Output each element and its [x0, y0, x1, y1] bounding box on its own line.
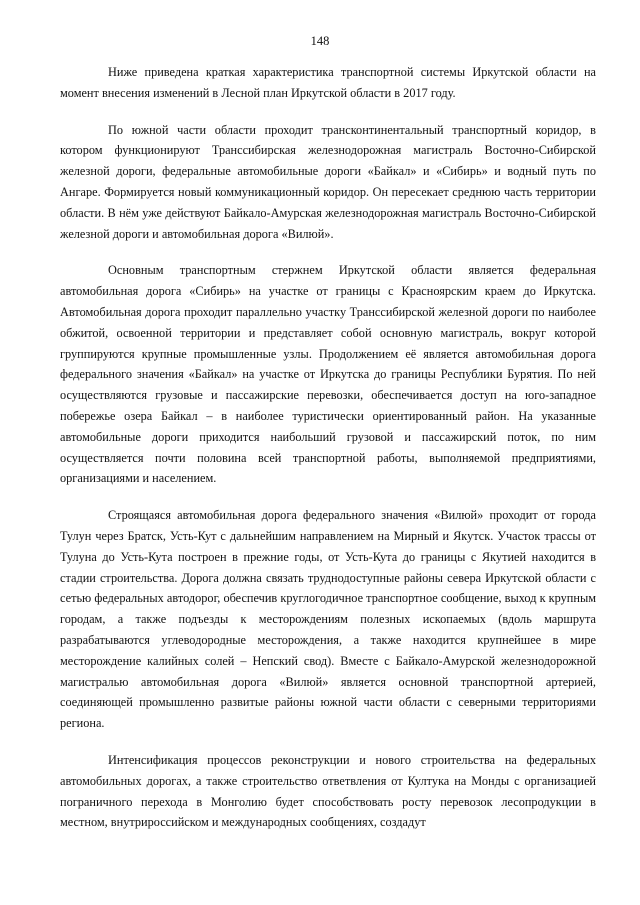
paragraph-sibir-road: Основным транспортным стержнем Иркутской области является федеральная автомобильная дорога «Сибирь» на участке от границы с Красноярским краем до Иркутска. Автомобильная дорога проходит параллельно участку Транссибирской железной дороги по наиболее обжитой, освоенной территории и представляет собой основную магистраль, вокруг которой группируются крупные промышленные узлы. Продолжением её является автомобильная дорога федерального значения «Байкал» на участке от Иркутска до границы Республики Бурятия. По ней осуществляются грузовые и пассажирские перевозки, обеспечивается доступ на юго-западное побережье озера Байкал – в наиболее туристически ориентированный район. На указанные автомобильные дороги приходится наибольший грузовой и пассажирский поток, по ним осуществляется почти половина всей транспортной работы, выполняемой предприятиями, организациями и населением. — [60, 263, 596, 486]
page-number: 148 — [310, 34, 330, 48]
paragraph-transport-corridors: По южной части области проходит трансконтинентальный транспортный коридор, в котором функционируют Транссибирская железнодорожная магистраль Восточно-Сибирской железной дороги, федеральные автомобильные дороги «Байкал» и «Сибирь» и водный путь по Ангаре. Формируется новый коммуникационный коридор. Он пересекает среднюю часть территории области. В нём уже действуют Байкало-Амурская железнодорожная магистраль Восточно-Сибирской железной дороги и автомобильная дорога «Вилюй». — [60, 122, 596, 241]
page-body — [60, 62, 596, 849]
paragraph-intro: Ниже приведена краткая характеристика транспортной системы Иркутской области на момент внесения изменений в Лесной план Иркутской области в 2017 году. — [60, 65, 596, 100]
paragraph-vilyuy-road: Строящаяся автомобильная дорога федерального значения «Вилюй» проходит от города Тулун через Братск, Усть-Кут с дальнейшим направлением на Мирный и Якутск. Участок трассы от Тулуна до Усть-Кута построен в прежние годы, от Усть-Кута до границы с Якутией находится в стадии строительства. Дорога должна связать труднодоступные районы севера Иркутской области с сетью федеральных автодорог, обеспечив круглогодичное транспортное сообщение, выход к крупным городам, а также подъезды к месторождениям полезных ископаемых (вдоль маршрута разрабатываются углеводородные месторождения, а также находится крупнейшее в мире месторождение калийных солей – Непский свод). Вместе с Байкало-Амурской железнодорожной магистралью автомобильная дорога «Вилюй» является основной транспортной артерией, соединяющей промышленно развитые районы южной части области с северными территориями региона. — [60, 508, 596, 731]
paragraph-reconstruction: Интенсификация процессов реконструкции и нового строительства на федеральных автомобильных дорогах, а также строительство ответвления от Култука на Монды с организацией пограничного перехода в Монголию будет способствовать росту перевозок лесопродукции в местном, внутрироссийском и международных сообщениях, создадут — [60, 752, 596, 830]
